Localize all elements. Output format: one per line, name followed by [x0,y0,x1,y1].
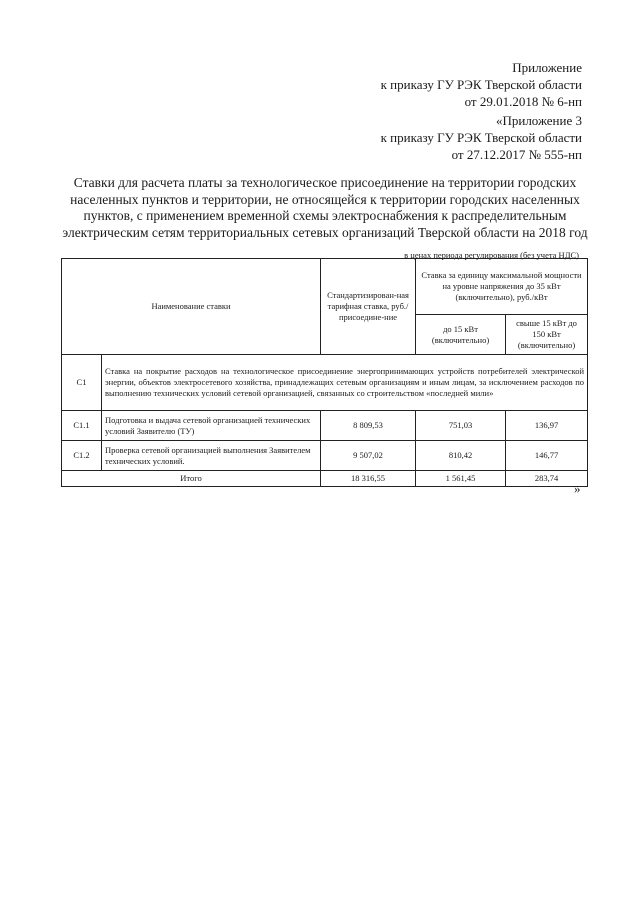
appendix3-order-date: от 27.12.2017 № 555-нп [451,147,582,162]
document-title [60,175,590,241]
title-line: Ставки для расчета платы за технологическое присоединение на территории городских [73,175,577,190]
row-upto15-value: 810,42 [416,441,506,471]
row-code: С1 [62,355,102,411]
header-standard-rate: Стандартизирован-ная тарифная ставка, руб./присоедине-ние [321,259,416,355]
title-line: населенных пунктов и территории, не относящейся к территории городских населенных [70,191,580,207]
total-standard-value: 18 316,55 [321,471,416,487]
total-label: Итого [62,471,321,487]
title-line: электрическим сетям территориальных сетевых организаций Тверской области на 2018 год [62,224,588,240]
row-over15-value: 136,97 [506,411,588,441]
appendix-order-ref: к приказу ГУ РЭК Тверской области [380,77,582,92]
header-over-15kw: свыше 15 кВт до 150 кВт (включительно) [506,315,588,355]
row-standard-value: 8 809,53 [321,411,416,441]
total-over15-value: 283,74 [506,471,588,487]
table-header-row [62,259,588,315]
price-note: в ценах периода регулирования (без учета НДС) [404,250,579,260]
header-rate-name: Наименование ставки [62,259,321,355]
total-upto15-value: 1 561,45 [416,471,506,487]
closing-quote: » [574,481,581,496]
row-name: Ставка на покрытие расходов на технологическое присоединение энергопринимающих устройств потребителей электрической энергии, объектов электросетевого хозяйства, принадлежащих сетевым организациям и иным лицам, за исключением расходов по выполнению технических условий сетевой организацией, связанных со строительством «последней мили» [102,355,588,411]
header-upto-15kw: до 15 кВт (включительно) [416,315,506,355]
table-row [62,441,588,471]
appendix3-title: «Приложение 3 [495,113,582,128]
row-code: С1.1 [62,411,102,441]
title-line: пунктов, с применением временной схемы электроснабжения к распределительным [83,208,567,223]
table-row [62,411,588,441]
appendix3-order-ref: к приказу ГУ РЭК Тверской области [380,130,582,145]
row-over15-value: 146,77 [506,441,588,471]
table-total-row [62,471,588,487]
rates-table [61,258,588,487]
appendix-title: Приложение [512,60,582,75]
row-standard-value: 9 507,02 [321,441,416,471]
appendix-header [381,59,582,110]
header-unit-rate: Ставка за единицу максимальной мощности на уровне напряжения до 35 кВт (включительно), руб./кВт [416,259,588,315]
row-name: Проверка сетевой организацией выполнения Заявителем технических условий. [102,441,321,471]
table-row [62,355,588,411]
row-code: С1.2 [62,441,102,471]
appendix-order-date: от 29.01.2018 № 6-нп [464,94,582,109]
appendix3-header [381,112,582,163]
row-name: Подготовка и выдача сетевой организацией технических условий Заявителю (ТУ) [102,411,321,441]
row-upto15-value: 751,03 [416,411,506,441]
